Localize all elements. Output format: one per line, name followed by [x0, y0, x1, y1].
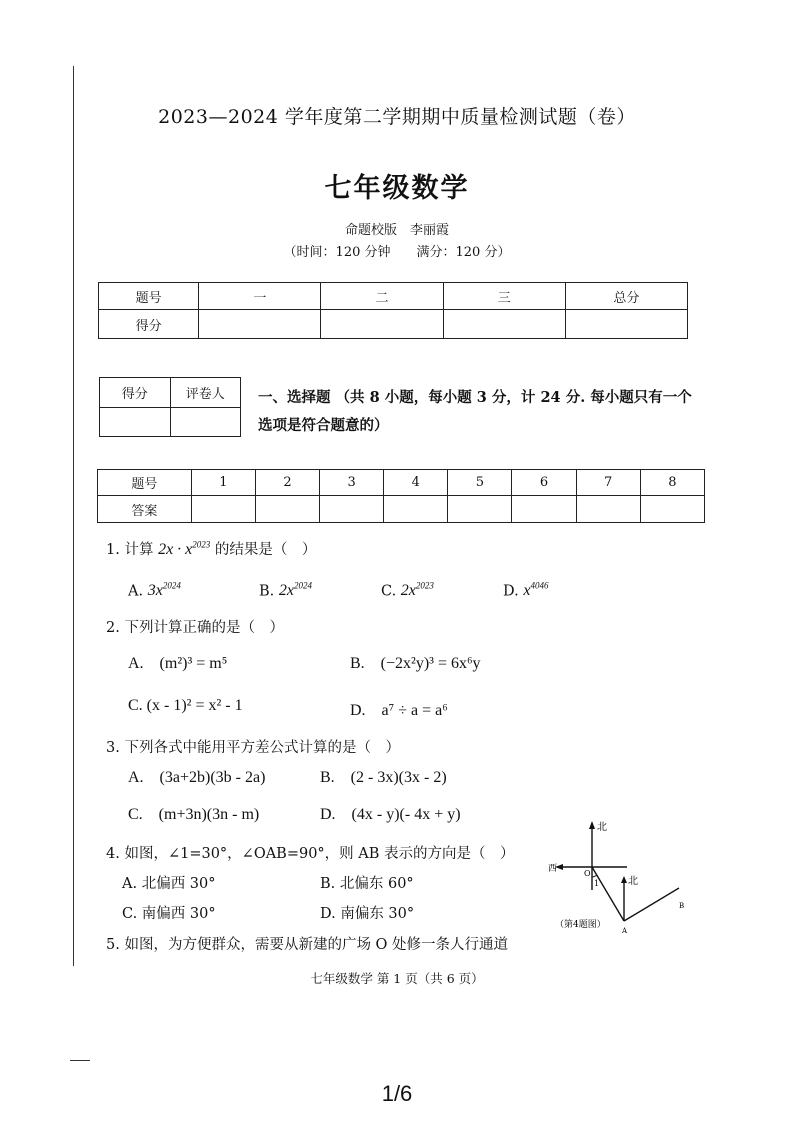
grader-label: 评卷人 — [170, 378, 241, 408]
answer-cell[interactable] — [384, 496, 448, 523]
north-arrow-icon — [621, 876, 627, 883]
grader-name-cell[interactable] — [170, 408, 241, 437]
section1-line1: 一、选择题 （共 8 小题，每小题 3 分，计 24 分. 每小题只有一个 — [258, 389, 692, 406]
answer-table-head: 3 — [320, 470, 384, 496]
q1-option-a[interactable] — [128, 581, 181, 600]
answer-table-head: 4 — [384, 470, 448, 496]
q1-d-exp: 4046 — [530, 581, 549, 591]
q1-stem — [106, 538, 316, 559]
ray-a-to-b — [624, 888, 679, 921]
q1-stem-text: 1. 计算 — [106, 542, 154, 558]
q4-option-a[interactable]: A. 北偏西 30° — [122, 876, 216, 892]
q1-expr: 2x · x — [158, 541, 193, 558]
margin-dash — [70, 1060, 90, 1061]
score-table-head: 一 — [199, 283, 321, 310]
answer-cell[interactable] — [448, 496, 512, 523]
q1-a-label: A. — [128, 583, 144, 600]
q1-b-exp: 2024 — [293, 581, 312, 591]
exam-title: 2023—2024 学年度第二学期期中质量检测试题（卷） — [158, 106, 636, 128]
time-line: （时间：120 分钟 满分：120 分） — [283, 245, 511, 260]
q2-option-a[interactable]: A. (m²)³ = m⁵ — [128, 655, 228, 672]
score-table-head: 二 — [321, 283, 443, 310]
q3-stem: 3. 下列各式中能用平方差公式计算的是（ ） — [106, 740, 400, 756]
q1-option-d[interactable] — [503, 581, 548, 600]
score-table-head: 题号 — [99, 283, 199, 310]
q1-b-label: B. — [259, 583, 275, 600]
angle-1-arc — [592, 875, 597, 877]
q1-d-label: D. — [503, 583, 519, 600]
answer-cell[interactable] — [512, 496, 576, 523]
q4-option-b[interactable]: B. 北偏东 60° — [320, 876, 414, 892]
q1-b-math — [279, 582, 312, 599]
fig-label-one: 1 — [594, 879, 600, 888]
score-table-head: 三 — [443, 283, 565, 310]
score-table — [98, 282, 688, 339]
q1-expression — [158, 541, 210, 558]
q3-option-b[interactable]: B. (2 - 3x)(3x - 2) — [320, 769, 447, 786]
fig-label-north: 北 — [597, 822, 607, 833]
fig-caption: （第4题图） — [555, 920, 606, 930]
q1-c-math — [401, 582, 434, 599]
q1-d-base: x — [523, 582, 531, 600]
q2-stem: 2. 下列计算正确的是（ ） — [106, 620, 284, 636]
q1-option-b[interactable] — [259, 581, 312, 600]
answer-table-head: 6 — [512, 470, 576, 496]
q3-option-d[interactable]: D. (4x - y)(- 4x + y) — [320, 806, 461, 823]
q1-c-label: C. — [381, 583, 397, 600]
q1-tail: 的结果是（ ） — [214, 542, 317, 558]
q3-option-a[interactable]: A. (3a+2b)(3b - 2a) — [128, 769, 266, 786]
author-line: 命题校版 李丽霞 — [344, 223, 449, 238]
q1-a-exp: 2024 — [162, 581, 181, 591]
subject-title: 七年级数学 — [324, 173, 470, 204]
answer-table-head: 题号 — [98, 470, 192, 496]
answer-table-head: 1 — [191, 470, 255, 496]
section1-line2: 选项是符合题意的） — [258, 417, 389, 434]
q1-b-base: 2x — [278, 582, 294, 600]
fig-label-b: B — [679, 902, 685, 910]
grader-score-cell[interactable] — [100, 408, 171, 437]
score-cell[interactable] — [443, 310, 565, 339]
answer-table-head: 5 — [448, 470, 512, 496]
q1-c-base: 2x — [400, 582, 416, 600]
answer-cell[interactable] — [320, 496, 384, 523]
fig-label-north-2: 北 — [628, 876, 638, 887]
score-table-label: 得分 — [99, 310, 199, 339]
answer-cell[interactable] — [255, 496, 319, 523]
fig-label-west: 西 — [548, 864, 558, 874]
q3-option-c[interactable]: C. (m+3n)(3n - m) — [128, 806, 260, 823]
page-footer: 七年级数学 第 1 页（共 6 页） — [310, 971, 484, 986]
page-number: 1/6 — [381, 1081, 413, 1106]
q1-d-math — [523, 582, 548, 599]
q1-c-exp: 2023 — [415, 581, 434, 591]
section1-heading — [258, 386, 692, 435]
q4-option-c[interactable]: C. 南偏西 30° — [122, 906, 216, 922]
answer-cell[interactable] — [576, 496, 640, 523]
answer-table-head: 7 — [576, 470, 640, 496]
score-cell[interactable] — [199, 310, 321, 339]
q1-expr-exponent: 2023 — [192, 539, 211, 550]
q2-option-c[interactable]: C. (x - 1)² = x² - 1 — [128, 697, 243, 714]
score-cell[interactable] — [321, 310, 443, 339]
q2-option-d[interactable]: D. a⁷ ÷ a = a⁶ — [350, 702, 448, 719]
answer-table-label: 答案 — [98, 496, 192, 523]
grader-score-label: 得分 — [100, 378, 171, 408]
score-cell[interactable] — [565, 310, 687, 339]
fig-label-a: A — [622, 927, 628, 935]
q4-figure — [545, 815, 695, 940]
q1-a-base: 3x — [147, 582, 163, 600]
q2-option-b[interactable]: B. (−2x²y)³ = 6x⁶y — [350, 655, 481, 672]
answer-table-head: 8 — [640, 470, 704, 496]
q4-stem: 4. 如图，∠1=30°，∠OAB=90°，则 AB 表示的方向是（ ） — [106, 846, 515, 862]
north-arrow-icon — [589, 821, 595, 829]
answer-table-head: 2 — [255, 470, 319, 496]
score-table-head: 总分 — [565, 283, 687, 310]
q5-stem: 5. 如图，为方便群众，需要从新建的广场 O 处修一条人行通道 — [106, 937, 509, 953]
grader-box — [99, 377, 241, 437]
answer-cell[interactable] — [191, 496, 255, 523]
answer-cell[interactable] — [640, 496, 704, 523]
answer-table — [97, 469, 705, 523]
q1-a-math — [148, 582, 181, 599]
q1-option-c[interactable] — [381, 581, 434, 600]
fig-label-o: O — [584, 869, 591, 878]
q4-option-d[interactable]: D. 南偏东 30° — [320, 906, 415, 922]
